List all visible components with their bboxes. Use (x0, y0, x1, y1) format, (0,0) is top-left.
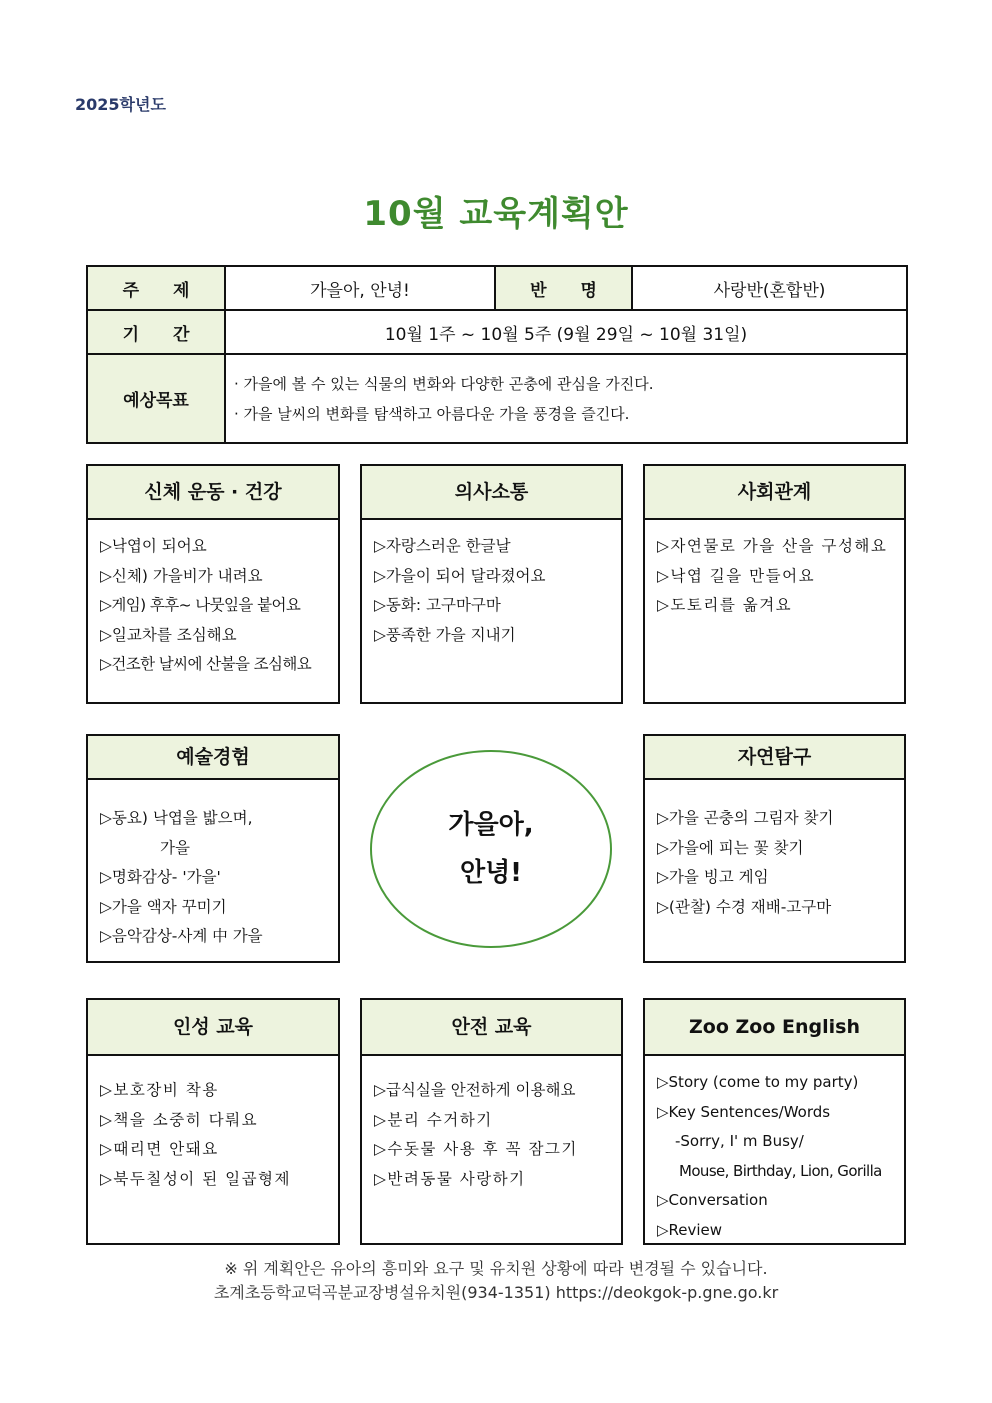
section-title: 신체 운동 · 건강 (88, 466, 338, 520)
list-item: ▷가을이 되어 달라졌어요 (374, 566, 546, 585)
list-item: ▷반려동물 사랑하기 (374, 1169, 526, 1188)
section-title: 안전 교육 (362, 1000, 621, 1056)
goals-row (87, 354, 907, 443)
period-value: 10월 1주 ~ 10월 5주 (9월 29일 ~ 10월 31일) (225, 310, 907, 354)
list-item: ▷풍족한 가을 지내기 (374, 625, 516, 644)
section-art (86, 734, 340, 963)
section-nature (643, 734, 906, 963)
list-item: ▷가을 빙고 게임 (657, 868, 769, 886)
list-item: ▷자연물로 가을 산을 구성해요 (657, 537, 888, 555)
list-item: ▷낙엽이 되어요 (100, 537, 207, 555)
list-item: ▷Key Sentences/Words (657, 1102, 831, 1121)
list-item: ▷신체) 가을비가 내려요 (100, 566, 263, 585)
list-item: ▷낙엽 길을 만들어요 (657, 566, 816, 585)
list-item: ▷일교차를 조심해요 (100, 625, 237, 644)
list-item: 가을 (160, 838, 190, 857)
list-item: ▷Conversation (657, 1191, 768, 1209)
footer-note: ※ 위 계획안은 유아의 흥미와 요구 및 유치원 상황에 따라 변경될 수 있습니다. (224, 1259, 768, 1278)
list-item: ▷명화감상- '가을' (100, 868, 221, 886)
page-title: 10월 교육계획안 (363, 194, 629, 234)
goal-item: · 가을에 볼 수 있는 식물의 변화와 다양한 곤충에 관심을 가진다. (234, 374, 654, 393)
section-communication (360, 464, 623, 704)
theme-circle (370, 750, 612, 948)
section-title: 인성 교육 (88, 1000, 338, 1056)
school-year: 2025학년도 (75, 95, 166, 114)
subject-value: 가을아, 안녕! (225, 266, 495, 310)
list-item: Mouse, Birthday, Lion, Gorilla (679, 1161, 882, 1180)
section-english (643, 998, 906, 1245)
list-item: ▷동요) 낙엽을 밟으며, (100, 809, 253, 827)
class-label: 반 명 (495, 266, 632, 310)
subject-label: 주 제 (87, 266, 225, 310)
section-title: 예술경험 (88, 736, 338, 780)
list-item: ▷가을 액자 꾸미기 (100, 897, 227, 916)
section-title: Zoo Zoo English (645, 1000, 904, 1056)
list-item: ▷게임) 후후~ 나뭇잎을 붙어요 (100, 596, 301, 614)
list-item: ▷도토리를 옮겨요 (657, 596, 793, 614)
period-row (87, 310, 907, 354)
section-physical (86, 464, 340, 704)
list-item: ▷북두칠성이 된 일곱형제 (100, 1169, 292, 1188)
list-item: -Sorry, I' m Busy/ (675, 1132, 804, 1150)
list-item: ▷자랑스러운 한글날 (374, 537, 511, 555)
list-item: ▷가을 곤충의 그림자 찾기 (657, 809, 834, 827)
section-character (86, 998, 340, 1245)
goals-cell (225, 354, 907, 443)
list-item: ▷동화: 고구마구마 (374, 596, 501, 614)
list-item: ▷수돗물 사용 후 꼭 잠그기 (374, 1140, 578, 1158)
list-item: ▷때리면 안돼요 (100, 1140, 219, 1158)
theme-line: 가을아, (448, 810, 534, 840)
section-social (643, 464, 906, 704)
section-title: 의사소통 (362, 466, 621, 520)
list-item: ▷건조한 날씨에 산불을 조심해요 (100, 655, 312, 673)
list-item: ▷급식실을 안전하게 이용해요 (374, 1081, 576, 1099)
list-item: ▷분리 수거하기 (374, 1110, 493, 1129)
section-title: 자연탐구 (645, 736, 904, 780)
goals-label: 예상목표 (87, 354, 225, 443)
list-item: ▷가을에 피는 꽃 찾기 (657, 838, 804, 857)
list-item: ▷음악감상-사계 中 가을 (100, 927, 263, 945)
list-item: ▷책을 소중히 다뤄요 (100, 1110, 259, 1129)
goal-item: · 가을 날씨의 변화를 탐색하고 아름다운 가을 풍경을 즐긴다. (234, 404, 630, 423)
info-table (86, 265, 908, 444)
footer-contact: 초계초등학교덕곡분교장병설유치원(934-1351) https://deokgok-p.gne.go.kr (213, 1283, 779, 1302)
section-title: 사회관계 (645, 466, 904, 520)
period-label: 기 간 (87, 310, 225, 354)
class-value: 사랑반(혼합반) (632, 266, 907, 310)
list-item: ▷보호장비 착용 (100, 1081, 219, 1099)
list-item: ▷Story (come to my party) (657, 1073, 859, 1091)
section-safety (360, 998, 623, 1245)
list-item: ▷(관찰) 수경 재배-고구마 (657, 897, 832, 916)
list-item: ▷Review (657, 1220, 723, 1239)
subject-row (87, 266, 907, 310)
theme-line: 안녕! (459, 858, 523, 888)
